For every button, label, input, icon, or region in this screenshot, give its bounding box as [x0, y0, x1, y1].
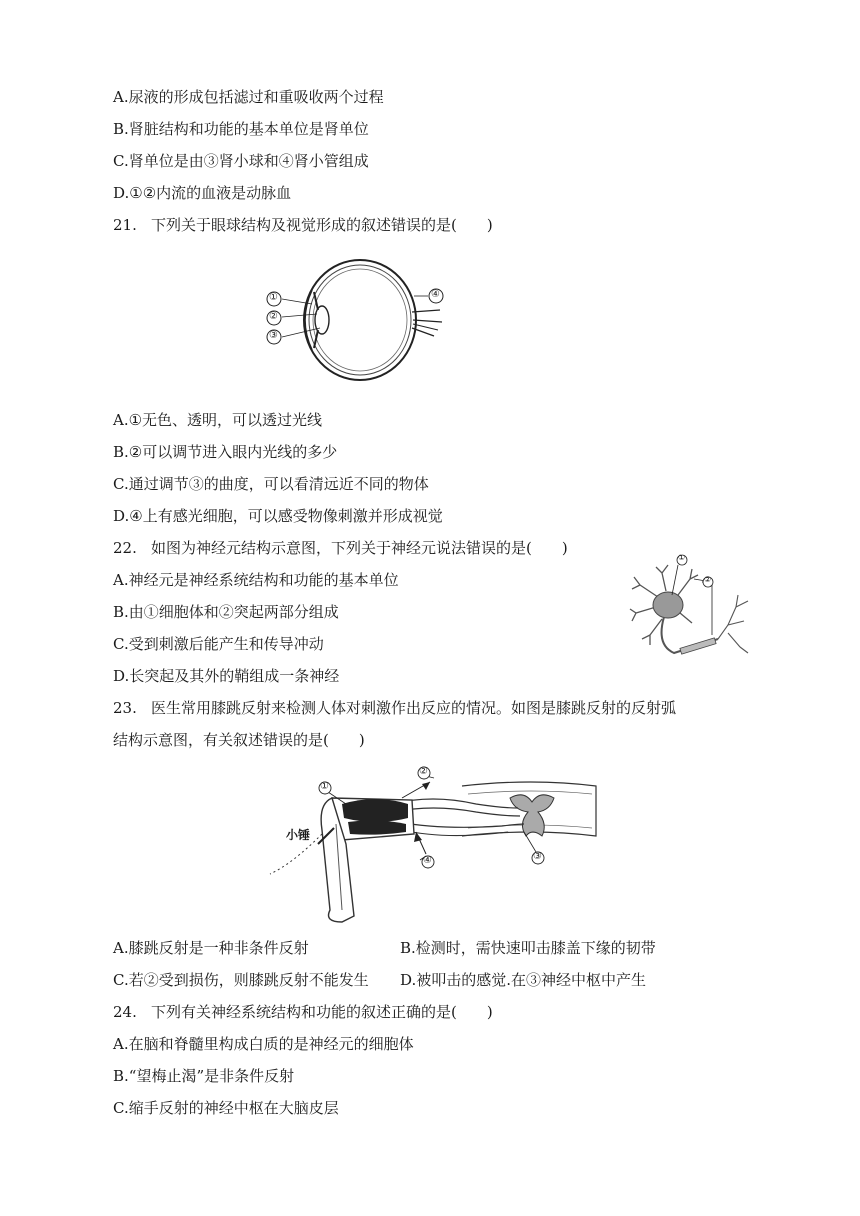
q23-stem-text-1: 医生常用膝跳反射来检测人体对刺激作出反应的情况。如图是膝跳反射的反射弧: [151, 699, 677, 717]
neuron-label-2: ②: [704, 575, 712, 584]
knee-jerk-reflex-diagram: [262, 764, 602, 926]
reflex-label-4: ④: [423, 855, 432, 866]
q21-option-a: A.①无色、透明，可以透过光线: [113, 411, 323, 429]
eye-label-1: ①: [269, 292, 278, 303]
q22-stem-text: 如图为神经元结构示意图，下列关于神经元说法错误的是( ): [151, 539, 568, 557]
reflex-label-2: ②: [419, 766, 428, 777]
q20-option-d: D.①②内流的血液是动脉血: [113, 184, 292, 202]
hammer-label: 小锤: [286, 828, 311, 842]
q20-option-c: C.肾单位是由③肾小球和④肾小管组成: [113, 152, 369, 170]
q21-stem: [113, 215, 493, 235]
q23-option-b: B.检测时，需快速叩击膝盖下缘的韧带: [400, 939, 656, 957]
q23-option-d: D.被叩击的感觉.在③神经中枢中产生: [400, 971, 647, 989]
q24-stem: [113, 1002, 493, 1022]
q22-number: 22.: [113, 539, 137, 557]
neuron-label-1: ①: [678, 553, 686, 562]
reflex-label-3: ③: [533, 851, 542, 862]
q24-option-a: A.在脑和脊髓里构成白质的是神经元的细胞体: [113, 1035, 414, 1053]
q22-option-b: B.由①细胞体和②突起两部分组成: [113, 603, 339, 621]
q21-option-c: C.通过调节③的曲度，可以看清远近不同的物体: [113, 475, 429, 493]
q23-number: 23.: [113, 699, 137, 717]
q24-number: 24.: [113, 1003, 137, 1021]
q22-stem: [113, 538, 568, 558]
q23-stem-line1: [113, 698, 676, 718]
q21-stem-text: 下列关于眼球结构及视觉形成的叙述错误的是( ): [151, 216, 493, 234]
q20-option-b: B.肾脏结构和功能的基本单位是肾单位: [113, 120, 369, 138]
q24-option-b: B.“望梅止渴”是非条件反射: [113, 1067, 295, 1085]
q22-option-c: C.受到刺激后能产生和传导冲动: [113, 635, 324, 653]
q20-option-a: A.尿液的形成包括滤过和重吸收两个过程: [113, 88, 384, 106]
q23-option-a: A.膝跳反射是一种非条件反射: [113, 939, 309, 957]
q22-option-d: D.长突起及其外的鞘组成一条神经: [113, 667, 340, 685]
q24-option-c: C.缩手反射的神经中枢在大脑皮层: [113, 1099, 339, 1117]
neuron-diagram: [628, 555, 756, 667]
eye-diagram: [262, 252, 452, 390]
q21-option-b: B.②可以调节进入眼内光线的多少: [113, 443, 338, 461]
q23-stem-line2: 结构示意图，有关叙述错误的是( ): [113, 731, 365, 749]
q21-number: 21.: [113, 216, 137, 234]
eye-label-2: ②: [269, 311, 278, 322]
q23-option-c: C.若②受到损伤，则膝跳反射不能发生: [113, 971, 369, 989]
q21-option-d: D.④上有感光细胞，可以感受物像刺激并形成视觉: [113, 507, 443, 525]
q22-option-a: A.神经元是神经系统结构和功能的基本单位: [113, 571, 399, 589]
eye-label-3: ③: [269, 330, 278, 341]
reflex-label-1: ①: [320, 781, 329, 792]
eye-label-4: ④: [431, 289, 440, 300]
q24-stem-text: 下列有关神经系统结构和功能的叙述正确的是( ): [151, 1003, 493, 1021]
